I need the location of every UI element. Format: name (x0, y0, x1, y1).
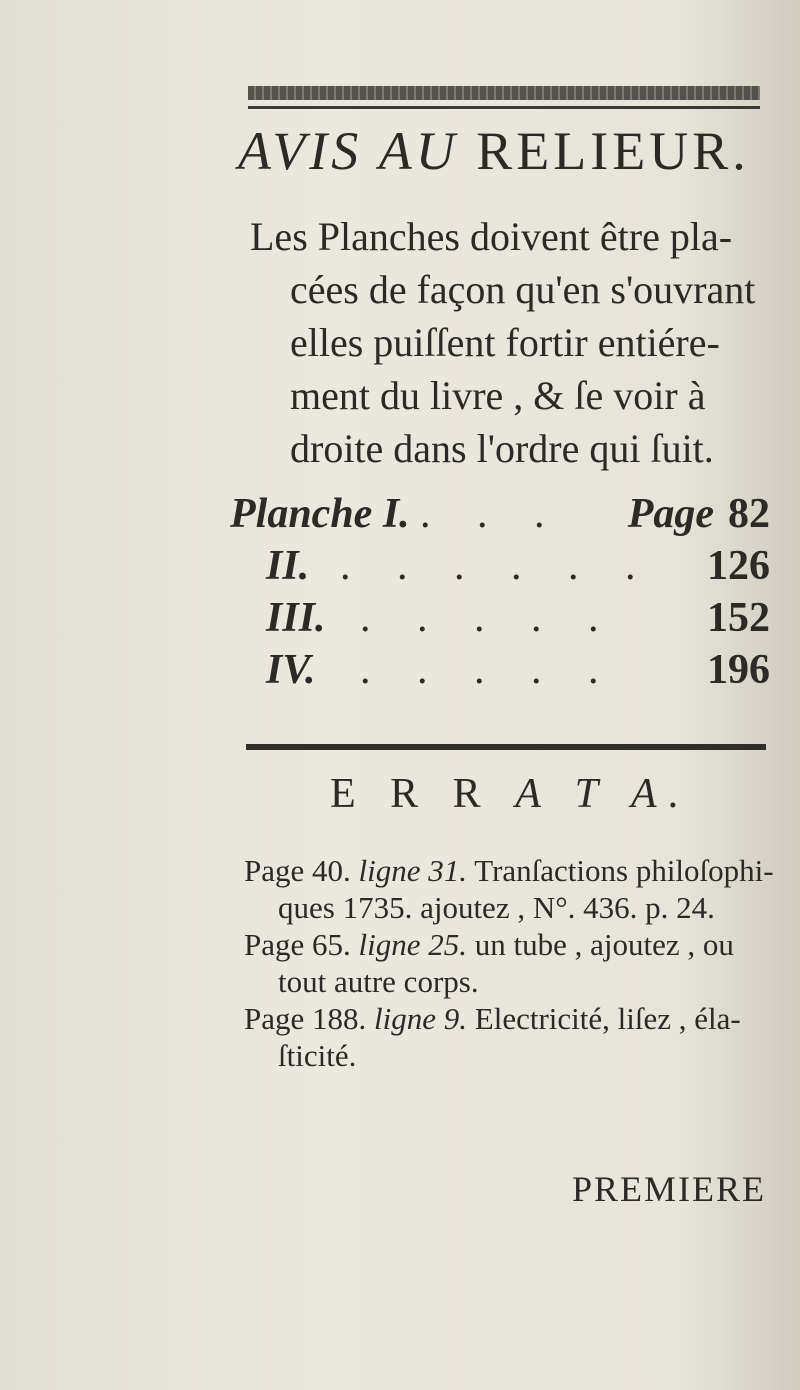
page-number: 126 (707, 543, 770, 589)
errata-line-ref: ligne 25. (358, 927, 468, 962)
errata-line (244, 1000, 784, 1037)
plate-page (707, 542, 770, 590)
page-word: Page (627, 491, 714, 537)
notice-line: Les Planches doivent être pla- (250, 214, 733, 259)
errata-continuation: ſticité. (278, 1038, 357, 1073)
title-roman-part: RELIEUR. (476, 121, 750, 181)
notice-line: ment du livre , & ſe voir à (290, 373, 706, 418)
plate-row (230, 594, 770, 646)
plate-page (628, 490, 770, 538)
errata-text: un tube , ajoutez , ou (474, 927, 734, 962)
page-title (238, 120, 750, 182)
catchword: PREMIERE (572, 1169, 767, 1209)
errata-entry (244, 1000, 784, 1074)
page-number: 152 (707, 595, 770, 641)
errata-line (244, 926, 784, 963)
binder-notice (250, 210, 790, 475)
errata-text: Electricité, liſez , éla- (474, 1001, 741, 1036)
errata-heading (330, 770, 691, 818)
plate-label: Planche I. (230, 491, 410, 537)
errata-page-ref: Page 188. (244, 1001, 367, 1036)
page-number: 82 (728, 491, 770, 537)
notice-line: cées de façon qu'en s'ouvrant (290, 267, 756, 312)
leader-dots: . . . (420, 491, 563, 537)
errata-continuation: ques 1735. ajoutez , N°. 436. p. 24. (278, 890, 715, 925)
rule-line (248, 106, 760, 109)
errata-entry (244, 852, 784, 926)
errata-continuation: tout autre corps. (278, 964, 479, 999)
page-number: 196 (707, 647, 770, 693)
notice-line: droite dans l'ordre qui ſuit. (290, 426, 714, 471)
notice-line: elles puiſſent fortir entiére- (290, 320, 720, 365)
leader-dots: . . . . . (360, 647, 617, 693)
errata-heading-roman: E R R (330, 771, 493, 817)
plate-row (230, 542, 770, 594)
ornamental-rule (248, 86, 760, 100)
errata-text: Tranſactions philoſophi- (474, 853, 774, 888)
plate-row (230, 646, 770, 698)
plate-row (230, 490, 770, 542)
plate-label: IV. (266, 647, 316, 693)
errata-page-ref: Page 40. (244, 853, 351, 888)
plate-label: III. (266, 595, 326, 641)
leader-dots: . . . . . (360, 595, 617, 641)
errata-heading-italic: A T A. (515, 771, 692, 817)
errata-line-ref: ligne 9. (374, 1001, 468, 1036)
plate-page (707, 594, 770, 642)
errata-entry (244, 926, 784, 1000)
errata-line-ref: ligne 31. (358, 853, 468, 888)
errata-line (244, 852, 784, 889)
plate-list (230, 490, 770, 698)
section-divider (246, 744, 766, 750)
plate-page (707, 646, 770, 694)
title-italic-part: AVIS AU (238, 121, 459, 181)
plate-label: II. (266, 543, 310, 589)
errata-page-ref: Page 65. (244, 927, 351, 962)
leader-dots: . . . . . . (340, 543, 654, 589)
errata-list (244, 852, 784, 1074)
